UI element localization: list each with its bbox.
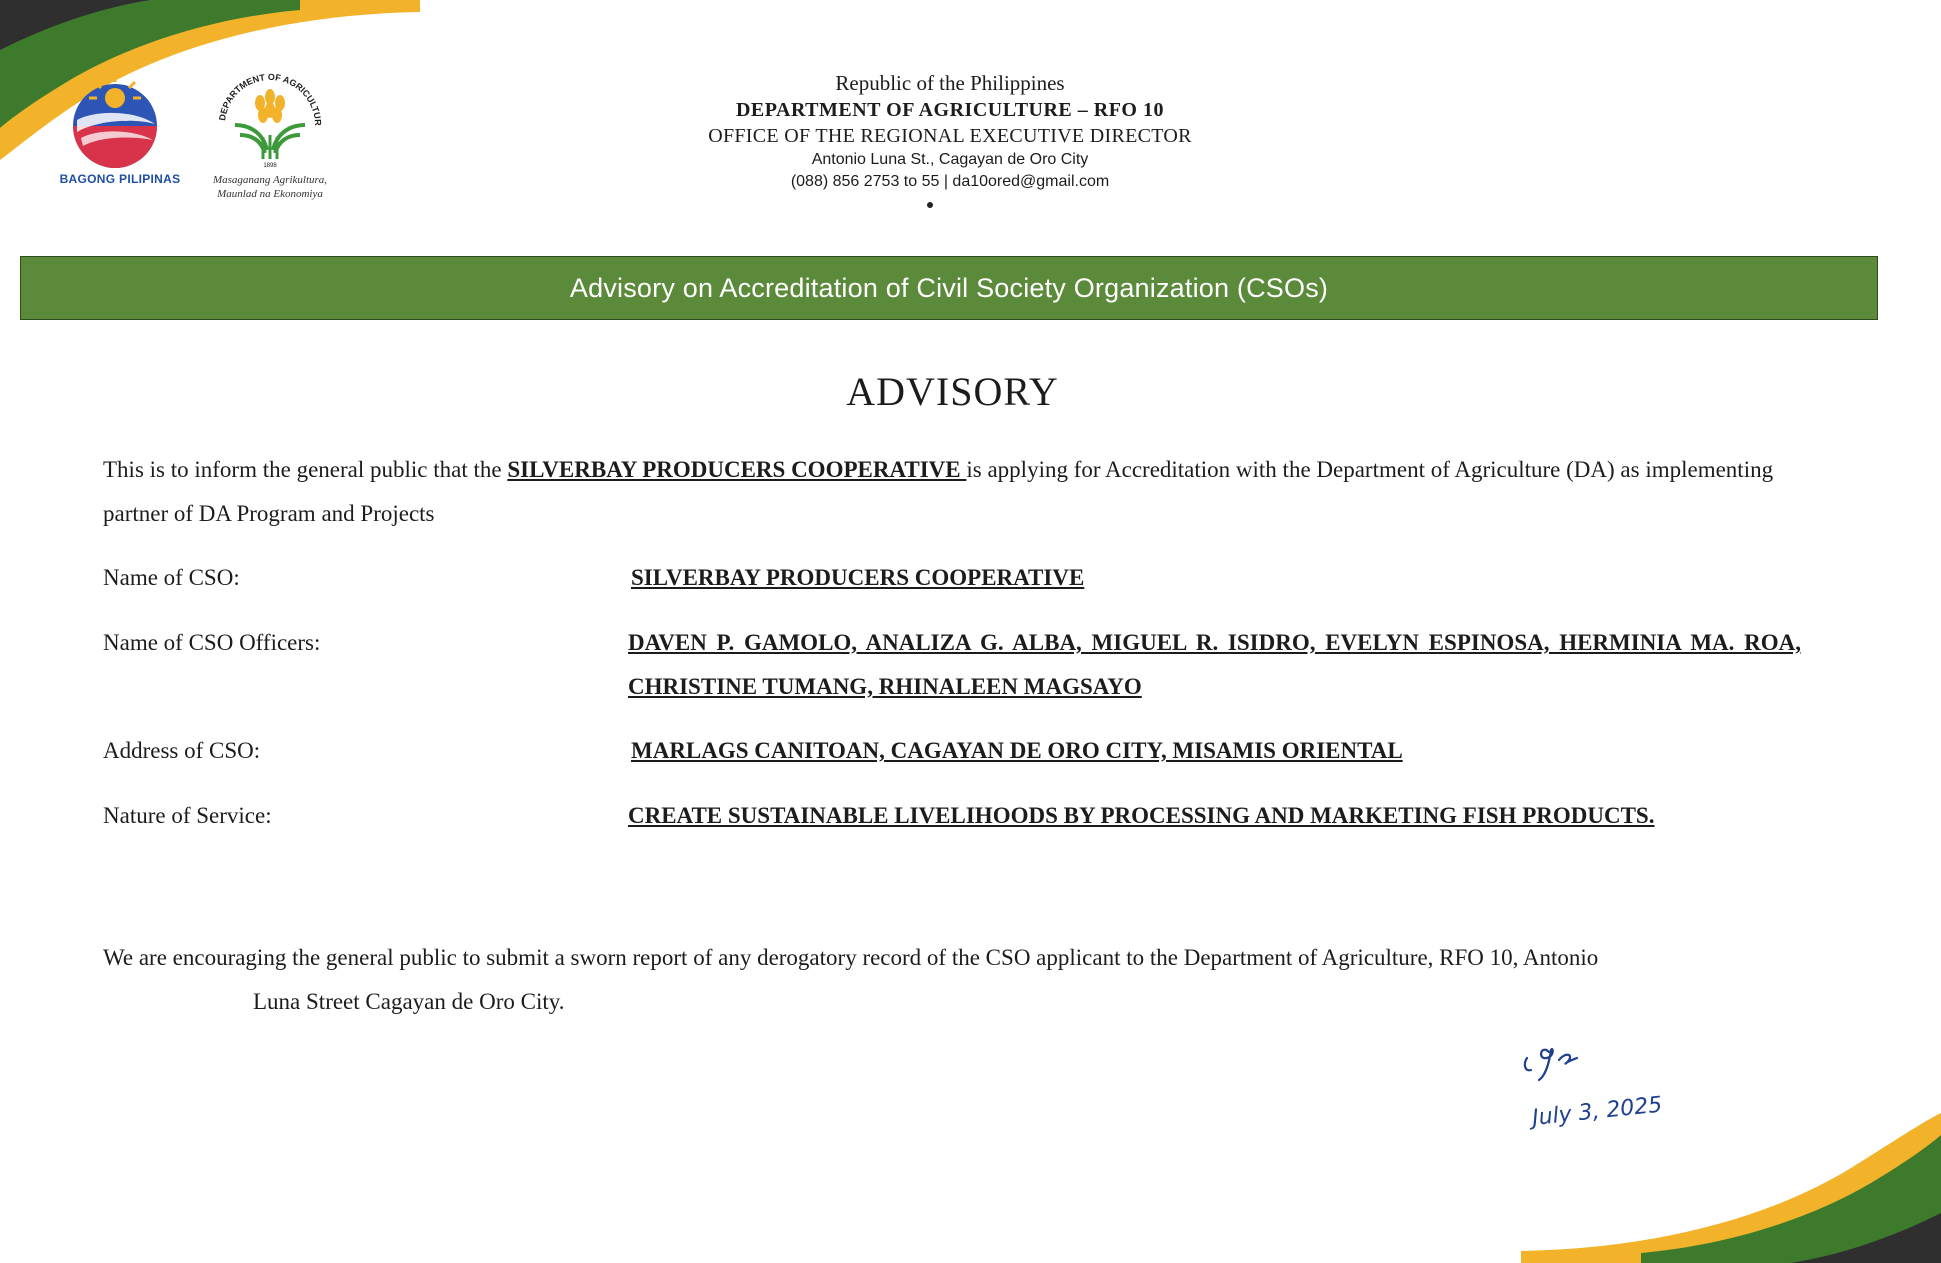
handwritten-signature	[1515, 1030, 1715, 1140]
bagong-pilipinas-logo	[55, 80, 185, 200]
field-label-cso-name: Name of CSO:	[103, 565, 240, 590]
advisory-closing-line2: Luna Street Cagayan de Oro City.	[253, 989, 565, 1014]
letterhead-dot	[927, 202, 933, 208]
advisory-intro-post: is applying for Accreditation with the Department of Agriculture (DA) as implementing partner of DA Program and Projects	[103, 457, 1774, 526]
field-value-nature-of-service: CREATE SUSTAINABLE LIVELIHOODS BY PROCESSING AND MARKETING FISH PRODUCTS.	[628, 803, 1655, 828]
signature-date: July 3, 2025	[1531, 1092, 1664, 1131]
field-value-cso-officers: DAVEN P. GAMOLO, ANALIZA G. ALBA, MIGUEL R. ISIDRO, EVELYN ESPINOSA, HERMINIA MA. ROA, CHRISTINE TUMANG, RHINALEEN MAGSAYO	[628, 630, 1801, 699]
field-label-nature-of-service: Nature of Service:	[103, 803, 272, 828]
bagong-pilipinas-emblem-icon	[55, 80, 185, 170]
advisory-intro	[103, 448, 1813, 536]
advisory-intro-pre: This is to inform the general public that the	[103, 457, 508, 482]
letterhead-office: OFFICE OF THE REGIONAL EXECUTIVE DIRECTOR	[708, 125, 1192, 147]
da-seal-year: 1898	[263, 163, 277, 169]
da-seal-wheat-icon	[195, 55, 345, 170]
letterhead-contact: (088) 856 2753 to 55 | da10ored@gmail.com	[790, 173, 1110, 190]
da-tagline-line2: Maunlad na Ekonomiya	[217, 188, 323, 200]
letterhead	[600, 70, 1300, 193]
advisory-banner	[20, 256, 1878, 320]
field-value-cso-address: MARLAGS CANITOAN, CAGAYAN DE ORO CITY, MISAMIS ORIENTAL	[631, 738, 1403, 763]
da-tagline	[195, 173, 345, 201]
da-tagline-line1: Masaganang Agrikultura,	[212, 174, 328, 186]
advisory-closing-line1: We are encouraging the general public to submit a sworn report of any derogatory record of the CSO applicant to the Department of Agriculture, RFO 10, Antonio	[103, 945, 1599, 970]
advisory-title: ADVISORY	[846, 369, 1059, 414]
advisory-banner-title: Advisory on Accreditation of Civil Society Organization (CSOs)	[569, 272, 1329, 303]
advisory-closing	[103, 936, 1813, 1024]
advisory-intro-org: SILVERBAY PRODUCERS COOPERATIVE	[507, 457, 967, 482]
field-label-cso-officers: Name of CSO Officers:	[103, 630, 321, 655]
field-value-cso-name: SILVERBAY PRODUCERS COOPERATIVE	[631, 565, 1085, 590]
letterhead-address: Antonio Luna St., Cagayan de Oro City	[811, 151, 1089, 168]
letterhead-country: Republic of the Philippines	[835, 71, 1065, 95]
da-seal-arc-text: DEPARTMENT OF AGRICULTUR	[217, 71, 324, 126]
bagong-pilipinas-text: BAGONG PILIPINAS	[59, 172, 181, 186]
da-seal-logo	[195, 55, 345, 205]
letterhead-department: DEPARTMENT OF AGRICULTURE – RFO 10	[735, 99, 1164, 121]
field-label-cso-address: Address of CSO:	[103, 738, 261, 763]
